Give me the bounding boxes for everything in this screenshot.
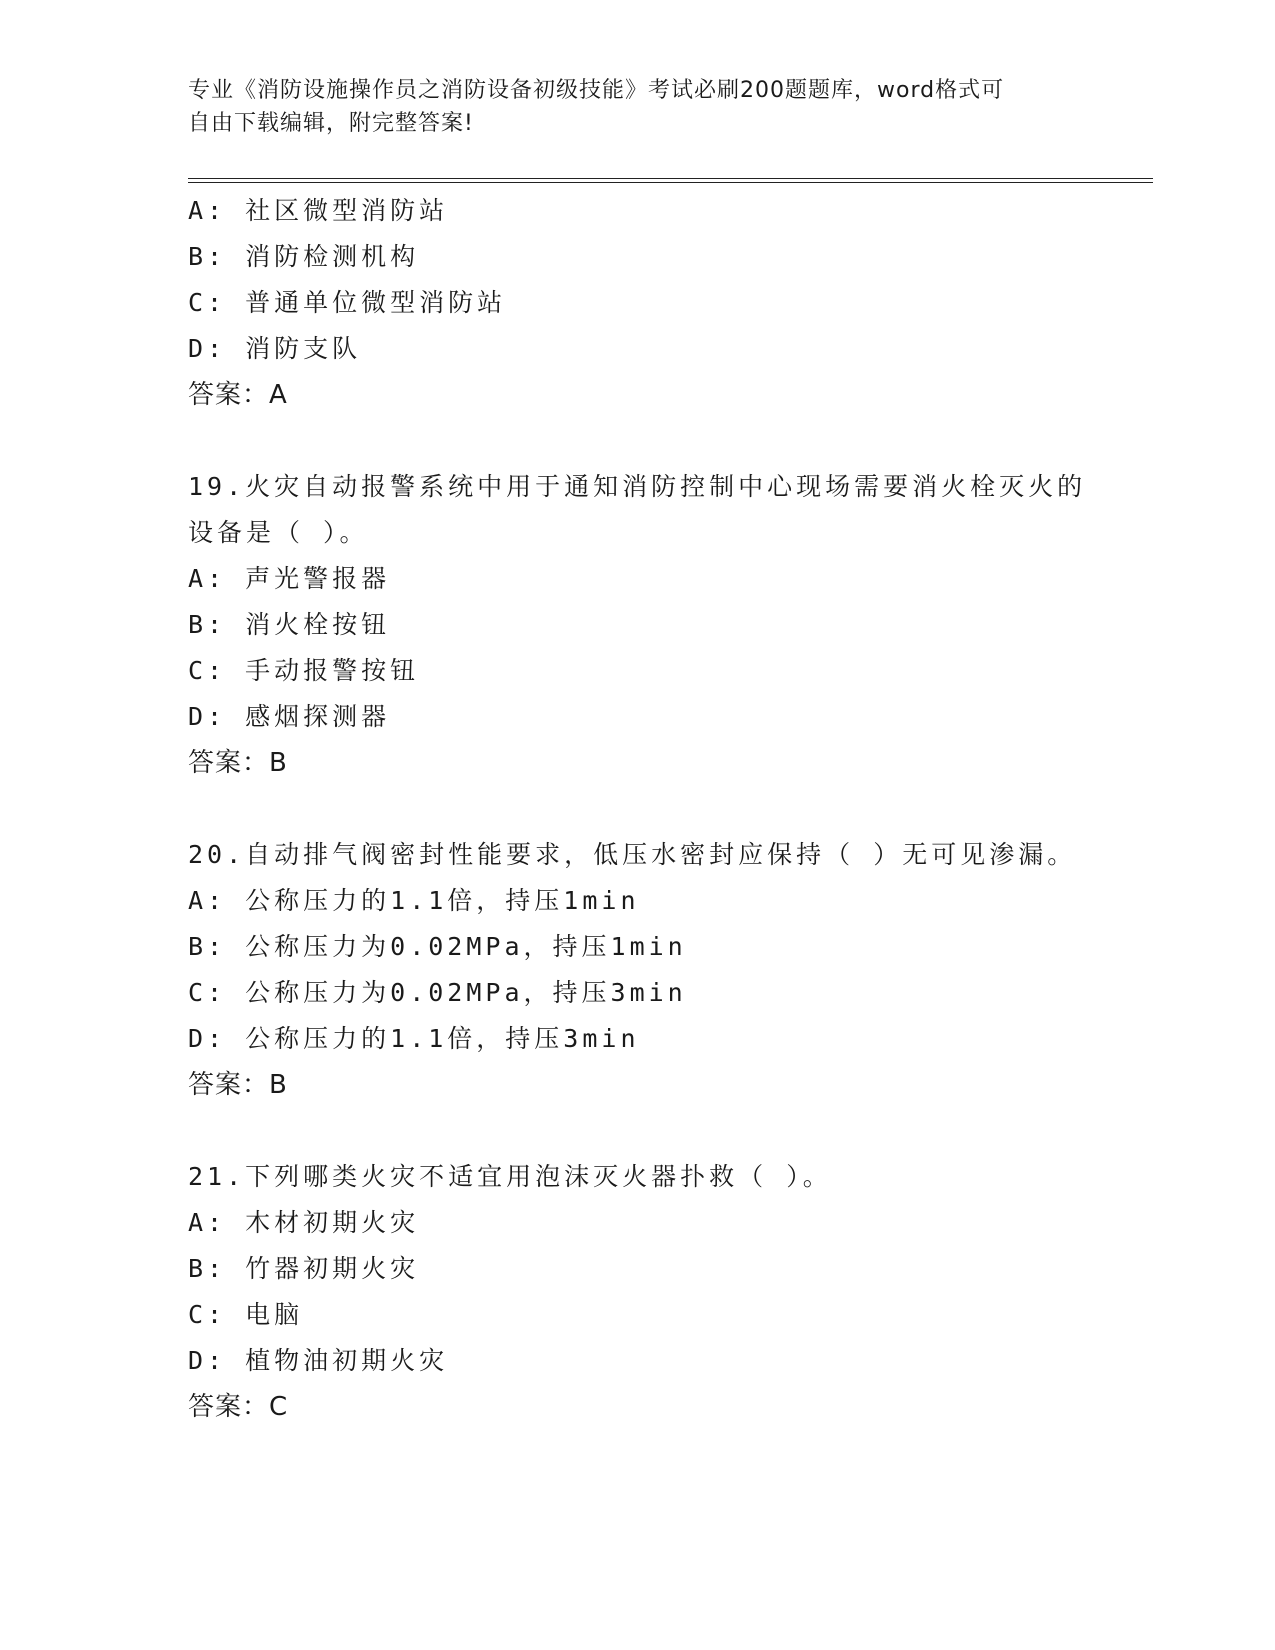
option-a: A: 声光警报器 xyxy=(188,564,391,593)
option-a: A: 社区微型消防站 xyxy=(188,196,449,225)
document-header xyxy=(188,74,1088,140)
option-a: A: 公称压力的1.1倍，持压1min xyxy=(188,886,640,915)
option-b: B: 消防检测机构 xyxy=(188,242,420,271)
option-c: C: 普通单位微型消防站 xyxy=(188,288,507,317)
option-a: A: 木材初期火灾 xyxy=(188,1208,420,1237)
spacer xyxy=(188,786,1148,832)
option-c: C: 电脑 xyxy=(188,1300,304,1329)
header-line-1: 专业《消防设施操作员之消防设备初级技能》考试必刷200题题库，word格式可 xyxy=(188,78,1005,103)
option-b: B: 竹器初期火灾 xyxy=(188,1254,420,1283)
question-block-19 xyxy=(188,464,1148,786)
question-text: 20.自动排气阀密封性能要求，低压水密封应保持（ ）无可见渗漏。 xyxy=(188,840,1077,869)
question-block-18 xyxy=(188,188,1148,418)
header-divider xyxy=(188,178,1153,183)
question-block-20 xyxy=(188,832,1148,1108)
question-block-21 xyxy=(188,1154,1148,1430)
answer-line: 答案：A xyxy=(188,380,288,410)
question-text: 19.火灾自动报警系统中用于通知消防控制中心现场需要消火栓灭火的 xyxy=(188,472,1087,501)
answer-line: 答案：B xyxy=(188,748,288,778)
question-text: 21.下列哪类火灾不适宜用泡沫灭火器扑救（ ）。 xyxy=(188,1162,832,1191)
answer-line: 答案：B xyxy=(188,1070,288,1100)
option-b: B: 公称压力为0.02MPa，持压1min xyxy=(188,932,687,961)
spacer xyxy=(188,1108,1148,1154)
spacer xyxy=(188,418,1148,464)
question-text-continued: 设备是（ ）。 xyxy=(188,518,369,547)
option-c: C: 公称压力为0.02MPa，持压3min xyxy=(188,978,687,1007)
question-list xyxy=(188,188,1148,1430)
option-d: D: 消防支队 xyxy=(188,334,362,363)
option-d: D: 植物油初期火灾 xyxy=(188,1346,449,1375)
header-line-2: 自由下载编辑，附完整答案! xyxy=(188,111,474,136)
option-c: C: 手动报警按钮 xyxy=(188,656,420,685)
option-d: D: 感烟探测器 xyxy=(188,702,391,731)
option-b: B: 消火栓按钮 xyxy=(188,610,391,639)
option-d: D: 公称压力的1.1倍，持压3min xyxy=(188,1024,640,1053)
answer-line: 答案：C xyxy=(188,1392,289,1422)
